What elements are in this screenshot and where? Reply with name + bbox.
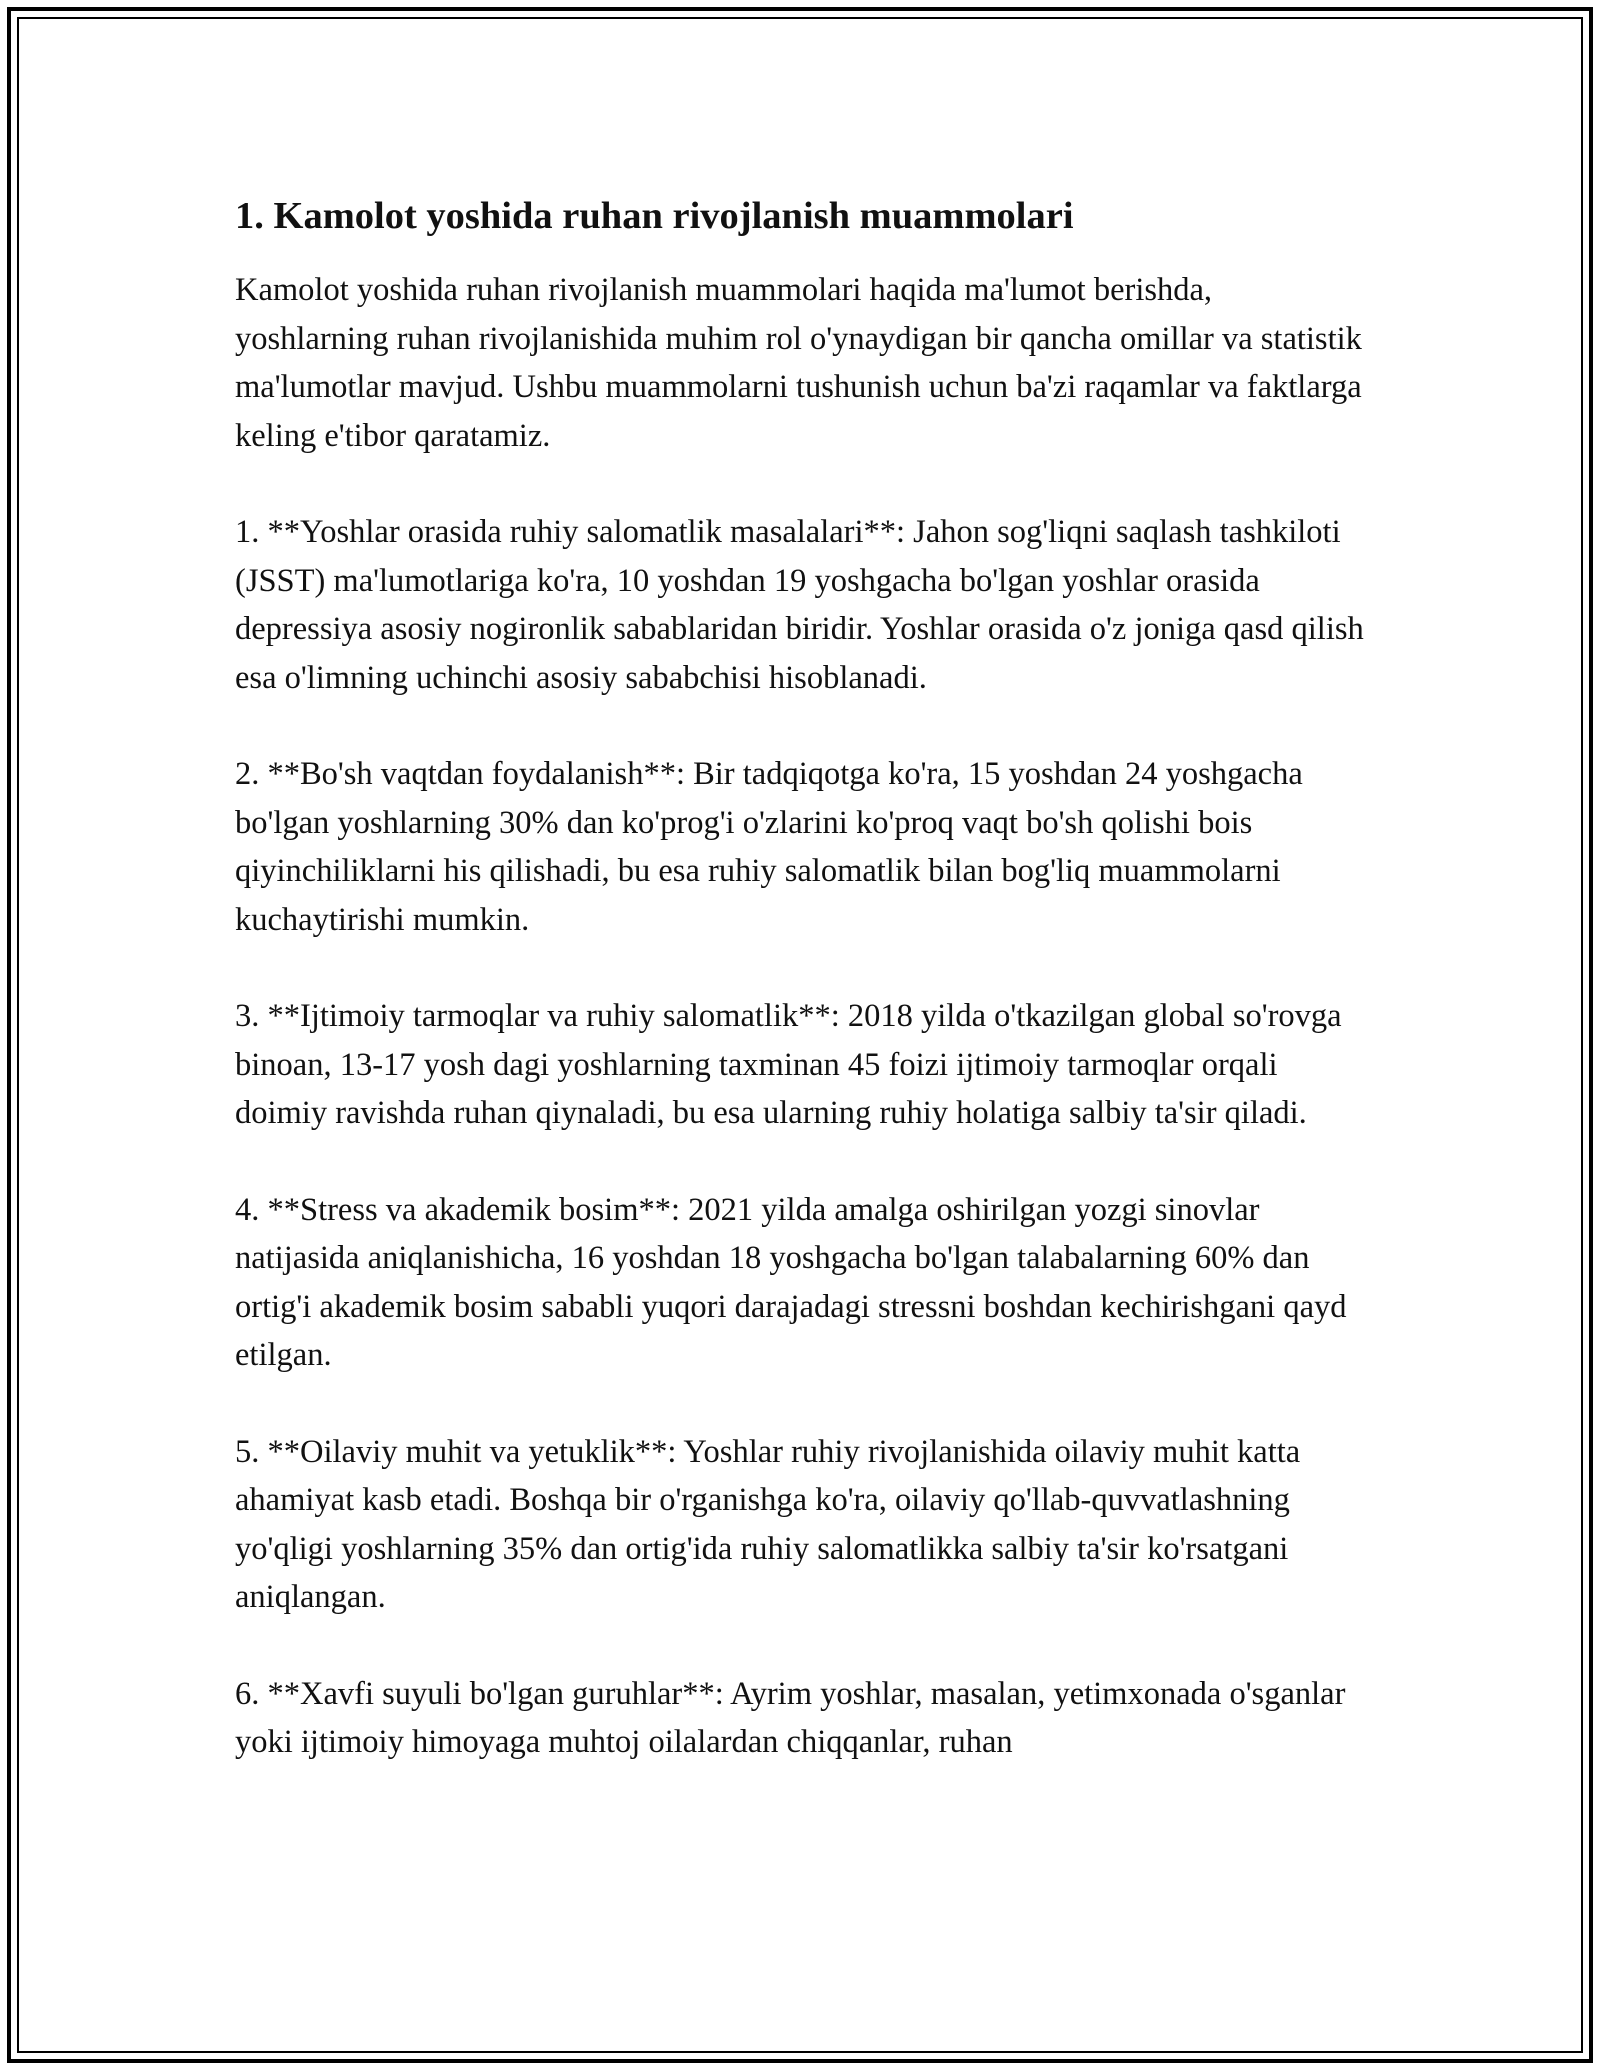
list-item-6: 6. **Xavfi suyuli bo'lgan guruhlar**: Ayrim yoshlar, masalan, yetimxonada o'sganlar yoki ijtimoiy himoyaga muhtoj oilalardan chiqqanlar, ruhan: [235, 1675, 1346, 1760]
list-item-2: 2. **Bo'sh vaqtdan foydalanish**: Bir tadqiqotga ko'ra, 15 yoshdan 24 yoshgacha bo'lgan yoshlarning 30% dan ko'prog'i o'zlarini ko'proq vaqt bo'sh qolishi bois qiyinchiliklarni his qilishadi, bu esa ruhiy salomatlik bilan bog'liq muammolarni kuchaytirishi mumkin.: [235, 756, 1303, 938]
document-body: [235, 188, 1370, 1767]
list-item-4: 4. **Stress va akademik bosim**: 2021 yilda amalga oshirilgan yozgi sinovlar natijasida aniqlanishicha, 16 yoshdan 18 yoshgacha bo'lgan talabalarning 60% dan ortig'i akademik bosim sababli yuqori darajadagi stressni boshdan kechirishgani qayd etilgan.: [235, 1191, 1347, 1373]
section-title: 1. Kamolot yoshida ruhan rivojlanish muammolari: [235, 195, 1074, 237]
intro-paragraph: Kamolot yoshida ruhan rivojlanish muammolari haqida ma'lumot berishda, yoshlarning ruhan rivojlanishida muhim rol o'ynaydigan bir qancha omillar va statistik ma'lumotlar mavjud. Ushbu muammolarni tushunish uchun ba'zi raqamlar va faktlarga keling e'tibor qaratamiz.: [235, 272, 1362, 454]
list-item-3: 3. **Ijtimoiy tarmoqlar va ruhiy salomatlik**: 2018 yilda o'tkazilgan global so'rovga binoan, 13-17 yosh dagi yoshlarning taxminan 45 foizi ijtimoiy tarmoqlar orqali doimiy ravishda ruhan qiynaladi, bu esa ularning ruhiy holatiga salbiy ta'sir qiladi.: [235, 998, 1342, 1131]
list-item-1: 1. **Yoshlar orasida ruhiy salomatlik masalalari**: Jahon sog'liqni saqlash tashkiloti (JSST) ma'lumotlariga ko'ra, 10 yoshdan 19 yoshgacha bo'lgan yoshlar orasida depressiya asosiy nogironlik sabablaridan biridir. Yoshlar orasida o'z joniga qasd qilish esa o'limning uchinchi asosiy sababchisi hisoblanadi.: [235, 514, 1364, 696]
list-item-5: 5. **Oilaviy muhit va yetuklik**: Yoshlar ruhiy rivojlanishida oilaviy muhit katta ahamiyat kasb etadi. Boshqa bir o'rganishga ko'ra, oilaviy qo'llab-quvvatlashning yo'qligi yoshlarning 35% dan ortig'ida ruhiy salomatlikka salbiy ta'sir ko'rsatgani aniqlangan.: [235, 1433, 1301, 1615]
